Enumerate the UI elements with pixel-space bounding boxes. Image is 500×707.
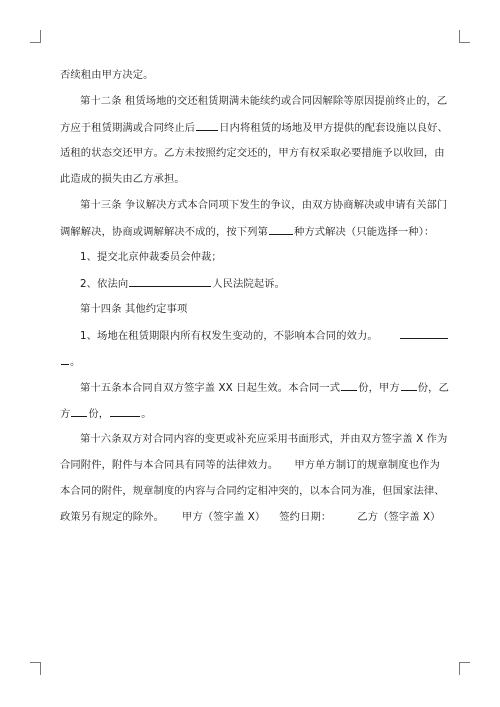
list-item: 1、场地在租赁期限内所有权发生变动的，不影响本合同的效力。 — [80, 328, 449, 343]
fill-blank[interactable] — [401, 380, 417, 391]
fill-blank[interactable] — [400, 328, 448, 339]
paragraph-article-16: 第十六条双方对合同内容的变更或补充应采用书面形式，并由双方签字盖 X 作为 — [80, 433, 448, 445]
text-line: 合同附件，附件与本合同具有同等的法律效力。 甲方单方制订的规章制度也作为 — [60, 459, 440, 471]
text-line: 方应于租赁期满或合同终止后 日内将租赁的场地及甲方提供的配套设施以良好、 — [60, 122, 448, 134]
text-line: 适租的状态交还甲方。乙方未按照约定交还的，甲方有权采取必要措施予以收回，由 — [60, 147, 445, 159]
party-b-signature: 乙方（签字盖 X） — [357, 511, 441, 523]
text-line: 。 — [60, 354, 80, 369]
text-line: 调解解决，协商或调解解决不成的，按下列第 种方式解决（只能选择一种）： — [60, 226, 435, 238]
fill-blank[interactable] — [110, 406, 140, 417]
crop-mark-top-left — [30, 30, 41, 43]
fill-blank[interactable] — [269, 224, 293, 235]
signing-date-label: 签约日期： — [279, 511, 332, 523]
text-line: 此造成的损失由乙方承担。 — [60, 173, 185, 185]
crop-mark-bottom-right — [459, 662, 470, 675]
list-item: 2、依法向 人民法院起诉。 — [80, 278, 286, 290]
fill-blank[interactable] — [61, 354, 69, 365]
text-line: 方 份， 。 — [60, 408, 152, 420]
signature-line: 政策另有规定的除外。 甲方（签字盖 X） 签约日期： 乙方（签字盖 X） — [60, 511, 441, 523]
crop-mark-bottom-left — [30, 662, 41, 675]
text-line: 本合同的附件，规章制度的内容与合同约定相冲突的，以本合同为准，但国家法律、 — [60, 485, 445, 497]
fill-blank[interactable] — [71, 406, 87, 417]
crop-mark-top-right — [459, 30, 470, 43]
paragraph-article-12: 第十二条 租赁场地的交还租赁期满未能续约或合同因解除等原因提前终止的，乙 — [80, 95, 448, 107]
paragraph-article-13: 第十三条 争议解决方式本合同项下发生的争议，由双方协商解决或申请有关部门 — [80, 199, 448, 211]
paragraph-article-15: 第十五条本合同自双方签字盖 XX 日起生效。本合同一式 份，甲方 份，乙 — [80, 382, 449, 394]
paragraph-article-14: 第十四条 其他约定事项 — [80, 303, 188, 315]
list-item: 1、提交北京仲裁委员会仲裁； — [80, 251, 222, 263]
text-line: 否续租由甲方决定。 — [60, 69, 154, 81]
fill-blank[interactable] — [129, 276, 211, 287]
party-a-signature: 甲方（签字盖 X） — [181, 511, 266, 523]
fill-blank[interactable] — [341, 380, 357, 391]
fill-blank[interactable] — [196, 120, 218, 131]
